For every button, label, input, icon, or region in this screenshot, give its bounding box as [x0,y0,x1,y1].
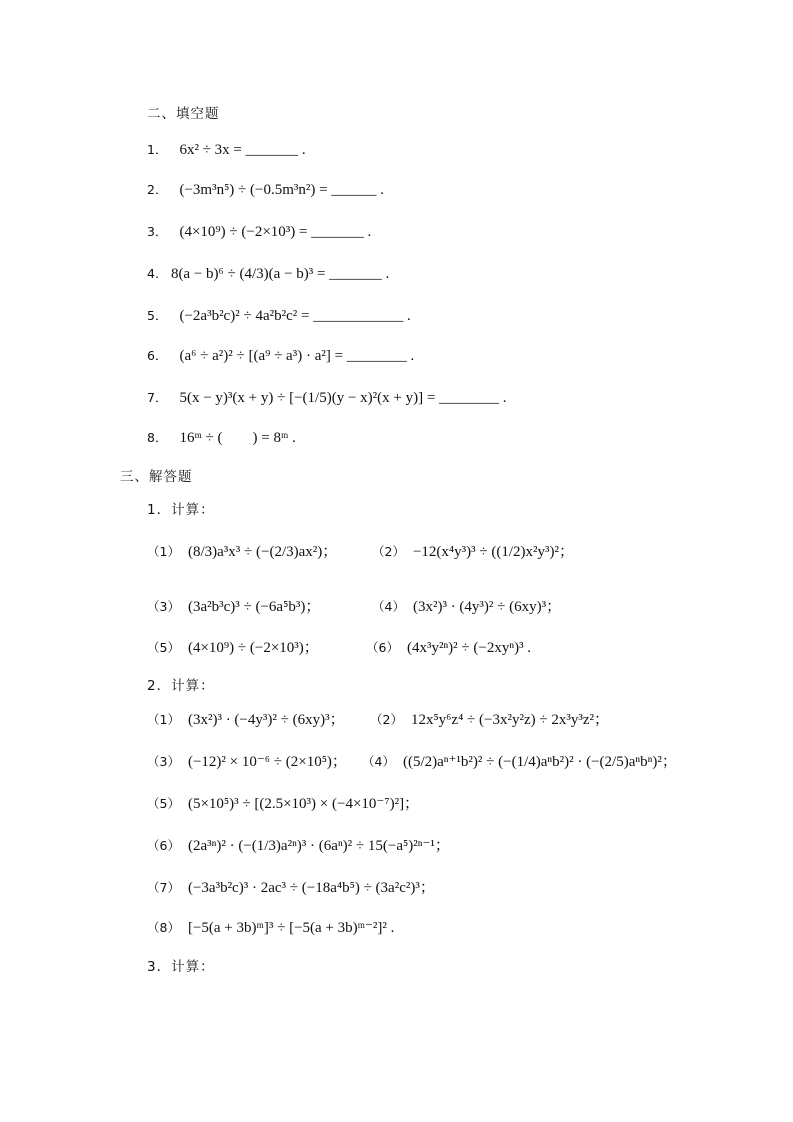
fill-blank-item [147,140,306,160]
calc-item [362,752,677,772]
math-expression: (8/3)a³x³ ÷ (−(2/3)ax²)； [187,544,338,560]
math-expression: (3a²b³c)³ ÷ (−6a⁵b³)； [187,599,321,615]
item-number: （4） [372,599,405,614]
item-number: （5） [147,796,180,811]
item-number: 4. [147,266,159,281]
math-expression: 12x⁵y⁶z⁴ ÷ (−3x²y²z) ÷ 2x³y³z²； [410,712,610,728]
calc-item [372,542,574,562]
math-expression: (−3m³n⁵) ÷ (−0.5m³n²) = ______ . [179,182,384,198]
math-expression: 16ᵐ ÷ ( ) = 8ᵐ . [179,430,296,446]
item-number: 2． [147,182,168,197]
calc-item [147,878,435,898]
math-expression: (3x²)³ · (4y³)² ÷ (6xy)³； [412,599,562,615]
math-expression: ((5/2)aⁿ⁺¹b²)² ÷ (−(1/4)aⁿb²)² · (−(2/5)aⁿbⁿ)²； [402,754,677,770]
calc-item [147,794,419,814]
math-expression: [−5(a + 3b)ᵐ]³ ÷ [−5(a + 3b)ᵐ⁻²]² . [187,920,395,936]
question-1-title: 1．计算： [147,502,215,518]
item-number: （3） [147,754,180,769]
calc-item [147,710,345,730]
fill-blank-item [147,306,411,326]
fill-blank-item [147,428,296,448]
item-number: （6） [366,640,399,655]
math-expression: (−12)² × 10⁻⁶ ÷ (2×10⁵)； [187,754,347,770]
item-number: （8） [147,920,180,935]
calc-item [147,542,337,562]
item-number: 1． [147,142,168,157]
item-number: （6） [147,838,180,853]
math-expression: (4×10⁹) ÷ (−2×10³) = _______ . [179,224,372,240]
math-expression: (3x²)³ · (−4y³)² ÷ (6xy)³； [187,712,345,728]
math-expression: −12(x⁴y³)³ ÷ ((1/2)x²y³)²； [412,544,574,560]
math-expression: (4×10⁹) ÷ (−2×10³)； [187,640,319,656]
fill-blank-item [147,388,507,408]
item-number: （2） [370,712,403,727]
fill-blank-item [147,264,389,284]
item-number: （7） [147,880,180,895]
calc-item [147,752,347,772]
item-number: 3． [147,224,168,239]
item-number: （1） [147,712,180,727]
item-number: 7． [147,390,168,405]
math-expression: (4x³y²ⁿ)² ÷ (−2xyⁿ)³ . [406,640,532,656]
math-expression: (2a³ⁿ)² · (−(1/3)a²ⁿ)³ · (6aⁿ)² ÷ 15(−a⁵)²ⁿ⁻¹； [187,838,450,854]
section-2-heading: 二、填空题 [147,106,220,122]
math-expression: (a⁶ ÷ a²)² ÷ [(a⁹ ÷ a³) · a²] = ________ . [179,348,415,364]
math-expression: (5×10⁵)³ ÷ [(2.5×10³) × (−4×10⁻⁷)²]； [187,796,420,812]
math-expression: (−3a³b²c)³ · 2ac³ ÷ (−18a⁴b⁵) ÷ (3a²c²)³； [187,880,435,896]
math-expression: 6x² ÷ 3x = _______ . [179,142,306,158]
item-number: （5） [147,640,180,655]
calc-item [147,918,394,938]
calc-item [372,597,561,617]
math-expression: 8(a − b)⁶ ÷ (4/3)(a − b)³ = _______ . [170,266,390,282]
item-number: （2） [372,544,405,559]
fill-blank-item [147,346,414,366]
math-expression: 5(x − y)³(x + y) ÷ [−(1/5)(y − x)²(x + y)] = ________ . [179,390,507,406]
calc-item [370,710,609,730]
calc-item [147,638,319,658]
fill-blank-item [147,222,371,242]
item-number: 6． [147,348,168,363]
item-number: 8． [147,430,168,445]
calc-item [147,597,320,617]
calc-item [147,836,450,856]
section-3-heading: 三、解答题 [120,469,193,485]
fill-blank-item [147,180,384,200]
item-number: （4） [362,754,395,769]
math-expression: (−2a³b²c)² ÷ 4a²b²c² = ____________ . [179,308,411,324]
item-number: （1） [147,544,180,559]
question-3-title: 3．计算： [147,959,215,975]
calc-item [366,638,531,658]
item-number: 5． [147,308,168,323]
question-2-title: 2．计算： [147,678,215,694]
item-number: （3） [147,599,180,614]
